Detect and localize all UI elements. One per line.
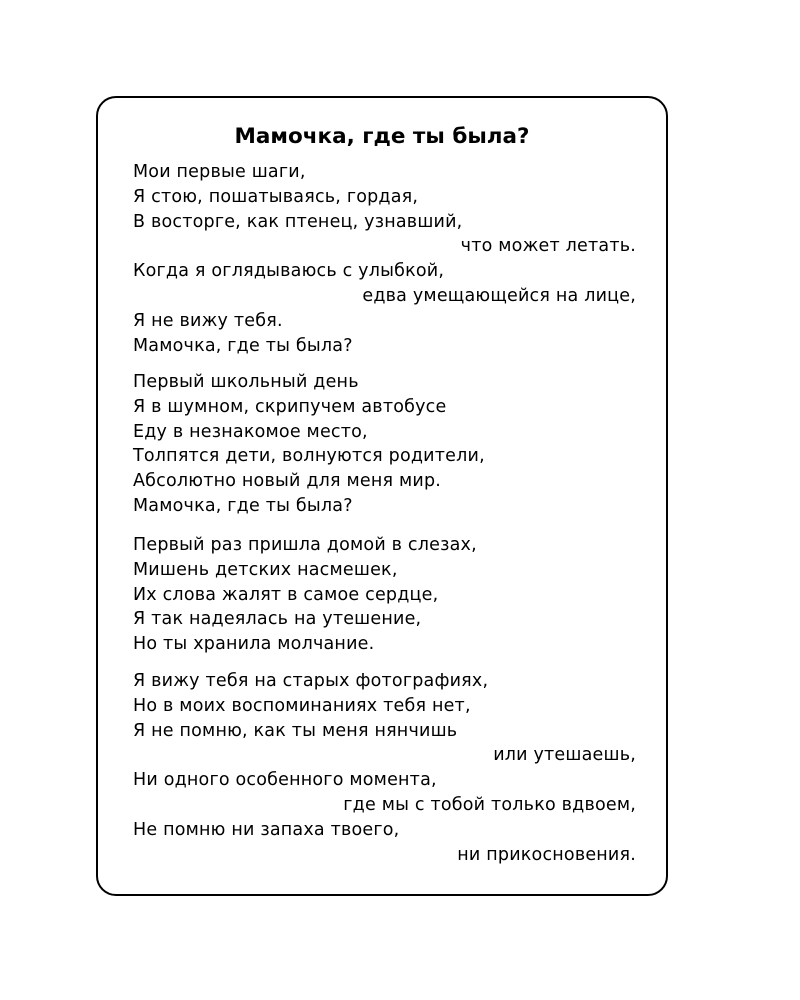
poem-line: Но в моих воспоминаниях тебя нет, [133, 695, 471, 716]
poem-line: В восторге, как птенец, узнавший, [133, 211, 463, 232]
poem-line: или утешаешь, [493, 745, 636, 766]
poem-line: Не помню ни запаха твоего, [133, 819, 400, 840]
poem-line: Я стою, пошатываясь, гордая, [133, 186, 419, 207]
poem-line: что может летать. [460, 236, 636, 257]
poem-line: Толпятся дети, волнуются родители, [133, 446, 485, 467]
poem-line: Первый школьный день [133, 372, 359, 392]
stanza-3 [133, 533, 636, 657]
poem-line: Мои первые шаги, [133, 162, 306, 182]
poem-title: Мамочка, где ты была? [234, 124, 530, 149]
poem-line: Ни одного особенного момента, [133, 770, 437, 791]
poem-line: едва умещающейся на лице, [362, 285, 636, 306]
poem-line: Первый раз пришла домой в слезах, [133, 535, 477, 555]
poem-line: Мамочка, где ты была? [133, 335, 353, 356]
poem-line: Я вижу тебя на старых фотографиях, [133, 671, 489, 691]
poem-line: ни прикосновения. [457, 844, 636, 865]
poem-line: Я в шумном, скрипучем автобусе [133, 396, 447, 417]
poem-line: где мы с тобой только вдвоем, [343, 794, 636, 815]
poem-line: Я не вижу тебя. [133, 310, 283, 331]
stanza-4 [133, 669, 636, 867]
poem-line: Абсолютно новый для меня мир. [133, 471, 442, 492]
poem-line: Мамочка, где ты была? [133, 495, 353, 516]
poem-card [96, 96, 668, 896]
poem-line: Мишень детских насмешек, [133, 559, 398, 580]
stanza-1 [133, 160, 636, 358]
poem-line: Еду в незнакомое место, [133, 421, 368, 442]
poem-line: Но ты хранила молчание. [133, 634, 375, 655]
poem-line: Их слова жалят в самое сердце, [133, 584, 439, 605]
stanza-2 [133, 370, 636, 519]
poem-line: Когда я оглядываюсь с улыбкой, [133, 261, 445, 282]
poem-line: Я так надеялась на утешение, [133, 609, 422, 630]
poem-line: Я не помню, как ты меня нянчишь [133, 720, 458, 741]
